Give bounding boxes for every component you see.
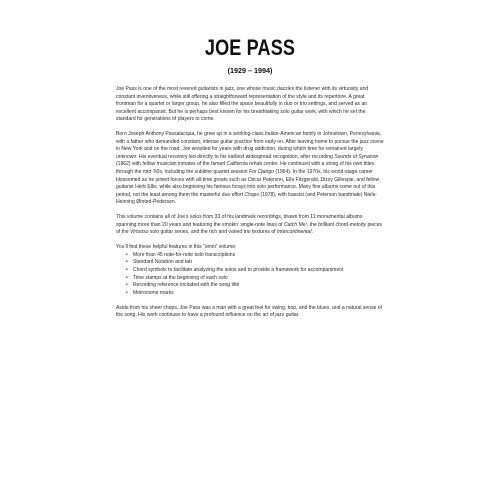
paragraph-text: Born Joseph Anthony Passalacqua, he grew up in a working-class Italian-American family in Johnstown, Pennsylvania, with a father who demanded constant, intense guitar practice from early on. After leaving home to pursue the jazz scene in New York and on the road, Joe wrestled for years with drug addiction, during which time he remained largely unknown. His eventual recovery led directly to his earliest widespread recognition, after recording [116, 131, 384, 160]
italic-title-text: Virtuoso [130, 229, 149, 236]
paragraph-text: , the brilliant chord-melody pieces of the [116, 221, 383, 236]
features-intro: You’ll find these helpful features in this “omni” volume: [116, 244, 237, 251]
document-body [116, 86, 384, 320]
closing-paragraph: Aside from his sheer chops, Joe Pass was a man with a great feel for swing, bop, and the blues, and a natural sense of the song. His work continues to have a profound influence on the art of jazz guitar. [116, 304, 382, 319]
biography-paragraph [116, 131, 384, 206]
features-list [126, 252, 384, 297]
feature-list-item: • Metronome marks [126, 290, 384, 298]
feature-list-item: • More than 45 note-for-note solo transcriptions [126, 252, 384, 260]
paragraph-text: solo guitar series, and the rich and varied trio textures of [148, 229, 277, 236]
paragraph-text: (1964). In the 1970s, his world-stage career blossomed as he joined forces with all-time greats such as Oscar Peterson, Ella Fitzgerald, Dizzy Gillespie, and fellow guitarist Herb Ellis, while also beginning his famous forays into solo performance. Many fine albums come out of this period, not the least among them the masterful duo effort [116, 168, 380, 198]
italic-title-text: For Django [248, 168, 274, 175]
lifespan-dates: (1929 – 1994) [227, 66, 273, 75]
italic-title-text: Intercontinental [276, 229, 312, 236]
italic-title-text: Catch Me! [283, 221, 307, 228]
contents-paragraph [116, 214, 384, 237]
page-title: JOE PASS [204, 35, 296, 60]
feature-list-item: • Recording reference included with the song title [126, 282, 384, 290]
paragraph-text: This volume contains all of Joe’s solos from 33 of his landmark recordings, drawn from 11 monumental albums spanning more than 20 years and featuring the smokin’ single-note lines of [116, 214, 363, 228]
paragraph-text: . [311, 229, 313, 236]
italic-title-text: Sounds of Synanon [334, 153, 379, 160]
feature-list-item: • Chord symbols to facilitate analyzing the solos and to provide a framework for accompaniment [126, 267, 384, 275]
feature-list-item: • Standard Notation and tab [126, 259, 384, 267]
document-page [116, 36, 384, 327]
italic-title-text: Chops [244, 191, 259, 198]
intro-paragraph: Joe Pass is one of the most revered guitarists in jazz, one whose music dazzles the listener with its virtuosity and constant inventiveness, while still offering a straightforward representation of the style and its repertoire. A great frontman for a quartet or larger group, he also filled the space beautifully in duo or trio settings, and served as an excellent accompanist. But he is perhaps best known for his breathtaking solo guitar work, with which he set the standard for generations of players to come. [116, 86, 369, 123]
paragraph-text: (1978), with bassist (and Peterson bandmate) Niels-Henning Ørsted-Pedersen. [116, 191, 377, 206]
feature-list-item: • Time stamps at the beginning of each solo [126, 275, 384, 283]
paragraph-text: (1962) with fellow musician inmates of the famed California rehab center. He continued with a string of his own titles through the mid-’60s, including the sublime quartet session [116, 161, 375, 175]
